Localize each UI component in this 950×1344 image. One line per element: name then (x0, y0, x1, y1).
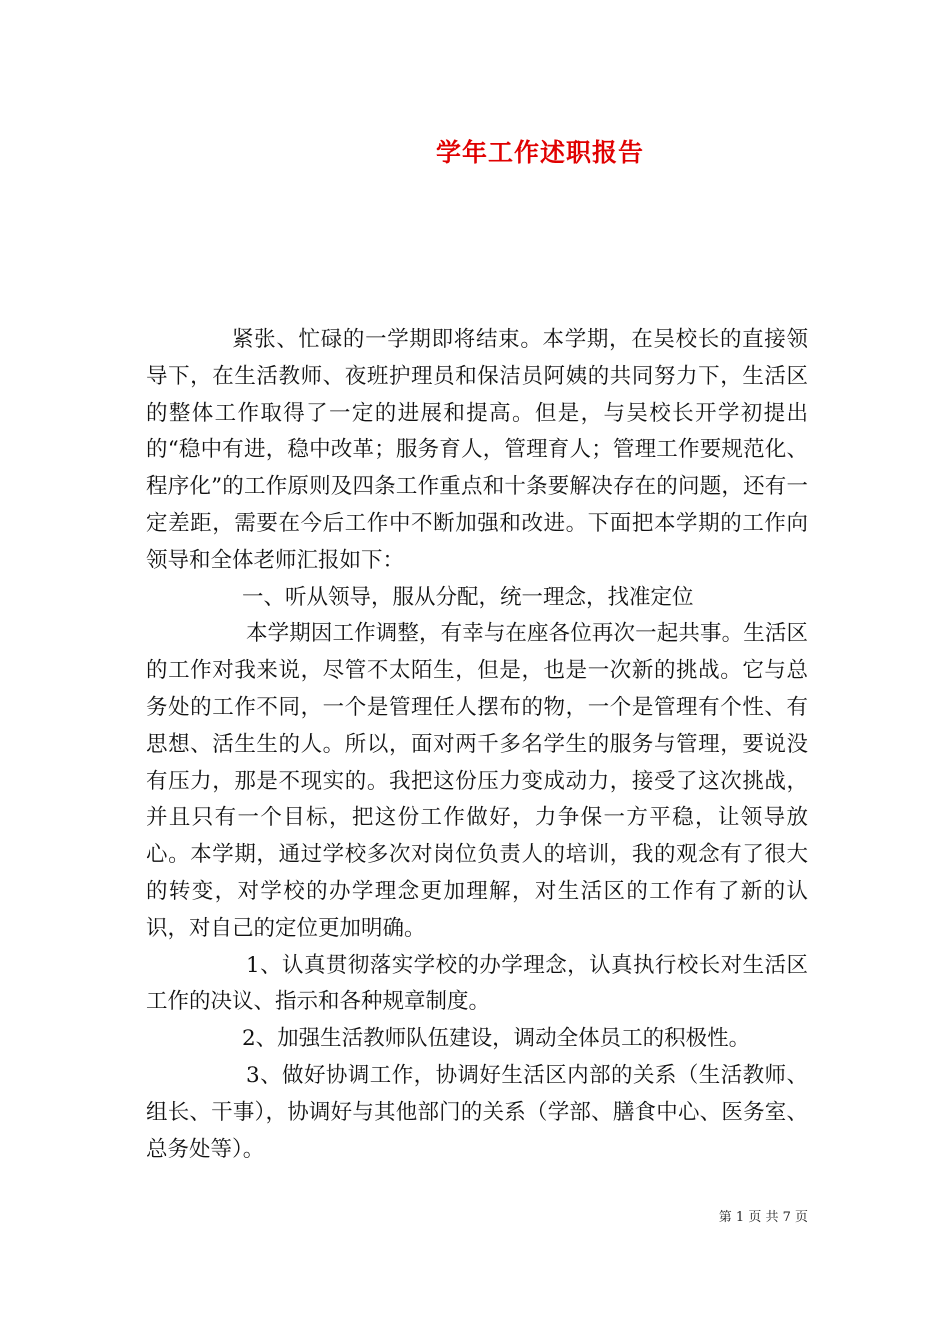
intro-paragraph: 紧张、忙碌的一学期即将结束。本学期，在吴校长的直接领导下，在生活教师、夜班护理员和保洁员阿姨的共同努力下，生活区的整体工作取得了一定的进展和提高。但是，与吴校长开学初提出的“稳中有进，稳中改革；服务育人，管理育人；管理工作要规范化、程序化”的工作原则及四条工作重点和十条要解决存在的问题，还有一定差距，需要在今后工作中不断加强和改进。下面把本学期的工作向领导和全体老师汇报如下： (146, 327, 808, 573)
list-item-2: 2、加强生活教师队伍建设，调动全体员工的积极性。 (242, 1026, 751, 1052)
document-body (146, 322, 808, 1168)
document-title: 学年工作述职报告 (435, 138, 644, 167)
list-item-3: 3、做好协调工作，协调好生活区内部的关系（生活教师、组长、干事），协调好与其他部门的关系（学部、膳食中心、医务室、总务处等）。 (146, 1062, 808, 1162)
section-1-paragraph: 本学期因工作调整，有幸与在座各位再次一起共事。生活区的工作对我来说，尽管不太陌生，但是，也是一次新的挑战。它与总务处的工作不同，一个是管理任人摆布的物，一个是管理有个性、有思想、活生生的人。所以，面对两千多名学生的服务与管理，要说没有压力，那是不现实的。我把这份压力变成动力，接受了这次挑战，并且只有一个目标，把这份工作做好，力争保一方平稳，让领导放心。本学期，通过学校多次对岗位负责人的培训，我的观念有了很大的转变，对学校的办学理念更加理解，对生活区的工作有了新的认识，对自己的定位更加明确。 (146, 621, 808, 941)
list-item-1: 1、认真贯彻落实学校的办学理念，认真执行校长对生活区工作的决议、指示和各种规章制度。 (146, 952, 808, 1015)
section-heading-1: 一、听从领导，服从分配，统一理念，找准定位 (242, 584, 694, 610)
page-number-footer: 第 1 页 共 7 页 (718, 1210, 808, 1225)
